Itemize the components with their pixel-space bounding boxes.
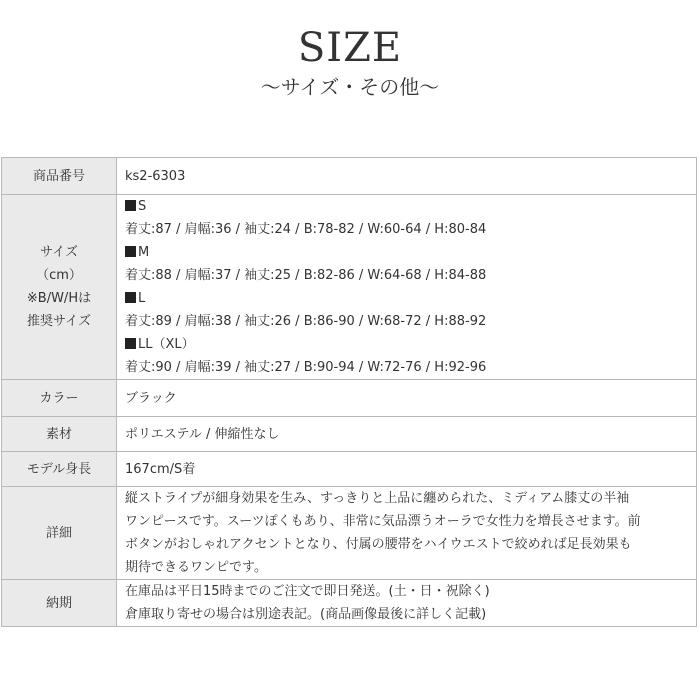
size-name: L [138,291,146,306]
color-value: ブラック [117,380,697,417]
table-row-model-height [2,452,697,487]
table-row-size [2,195,697,380]
spec-table [1,157,697,627]
size-value [117,195,697,380]
size-label-line: ※B/W/Hは [26,291,92,306]
square-bullet-icon [125,338,136,349]
detail-line: ワンピースです。スーツぽくもあり、非常に気品漂うオーラで女性力を増長させます。前 [125,514,641,529]
size-name: S [138,199,147,214]
color-label: カラー [2,380,117,417]
material-value: ポリエステル / 伸縮性なし [117,417,697,452]
delivery-line: 在庫品は平日15時までのご注文で即日発送。(土・日・祝除く) [125,584,490,599]
detail-line: ボタンがおしゃれアクセントとなり、付属の腰帯をハイウエストで絞めれば足長効果も [125,537,632,552]
size-label-line: （cm） [36,268,82,283]
size-entry-heading [125,241,688,264]
size-label [2,195,117,380]
table-row-delivery [2,580,697,627]
table-row-detail [2,487,697,580]
detail-line: 縦ストライプが細身効果を生み、すっきりと上品に纏められた、ミディアム膝丈の半袖 [125,491,630,506]
table-row-material [2,417,697,452]
size-entry-spec: 着丈:90 / 肩幅:39 / 袖丈:27 / B:90-94 / W:72-76 / H:92-96 [125,360,487,375]
table-row-product-code [2,158,697,195]
detail-label: 詳細 [2,487,117,580]
delivery-line: 倉庫取り寄せの場合は別途表記。(商品画像最後に詳しく記載) [125,607,487,622]
size-entry-spec: 着丈:87 / 肩幅:36 / 袖丈:24 / B:78-82 / W:60-64 / H:80-84 [125,222,487,237]
size-name: M [138,245,150,260]
product-code-value: ks2-6303 [117,158,697,195]
product-code-label: 商品番号 [2,158,117,195]
delivery-label: 納期 [2,580,117,627]
size-label-line: 推奨サイズ [27,314,91,329]
square-bullet-icon [125,292,136,303]
model-height-value: 167cm/S着 [117,452,697,487]
square-bullet-icon [125,246,136,257]
page-title: SIZE [297,25,403,71]
size-entry-heading [125,195,688,218]
square-bullet-icon [125,200,136,211]
size-name: LL（XL） [138,337,195,352]
size-entry-spec: 着丈:88 / 肩幅:37 / 袖丈:25 / B:82-86 / W:64-68 / H:84-88 [125,268,487,283]
model-height-label: モデル身長 [2,452,117,487]
detail-line: 期待できるワンピです。 [125,560,267,575]
size-entry-heading [125,333,688,356]
page-header [0,0,700,150]
page-subtitle: ～サイズ・その他～ [260,75,440,99]
size-label-line: サイズ [40,245,78,260]
size-entry-heading [125,287,688,310]
delivery-value [117,580,697,627]
size-entry-spec: 着丈:89 / 肩幅:38 / 袖丈:26 / B:86-90 / W:68-72 / H:88-92 [125,314,487,329]
detail-value [117,487,697,580]
material-label: 素材 [2,417,117,452]
table-row-color [2,380,697,417]
